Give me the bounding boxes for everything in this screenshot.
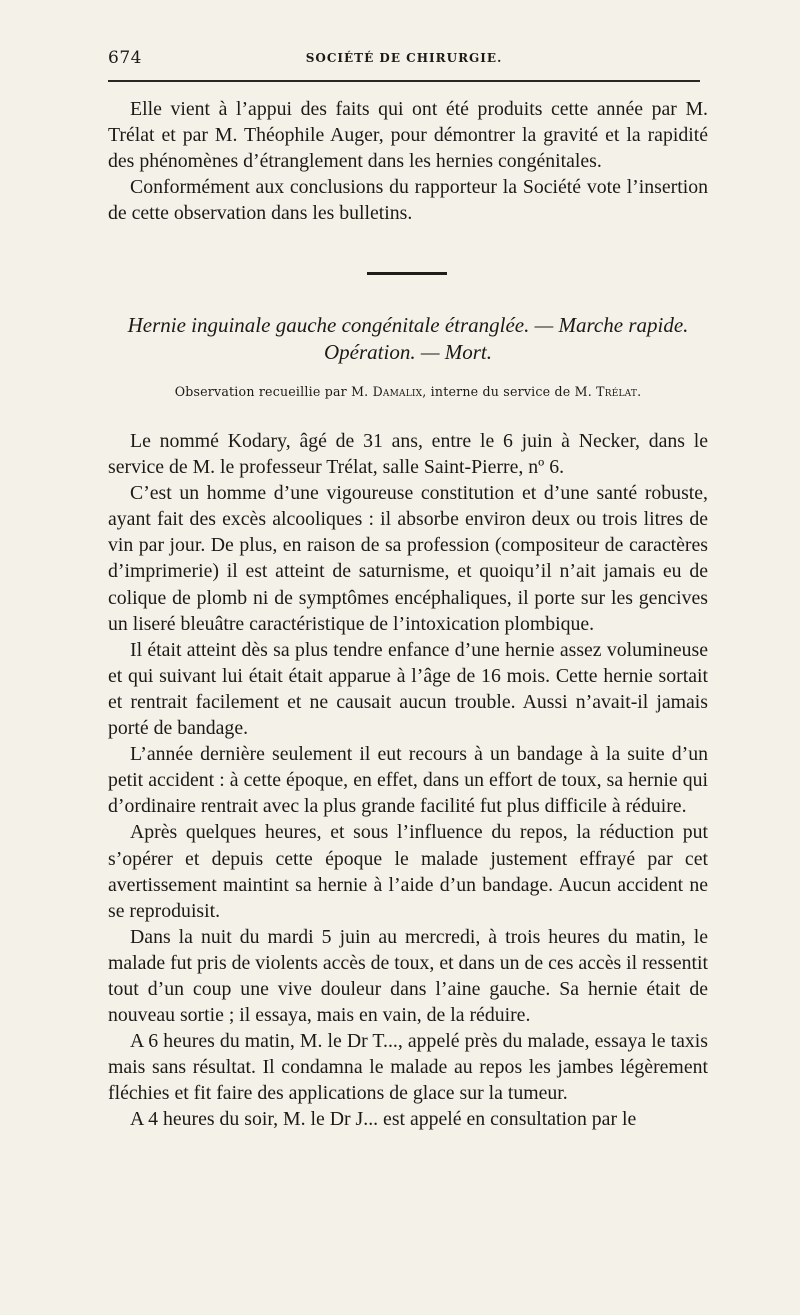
section-separator — [367, 272, 447, 275]
paragraph: Il était atteint dès sa plus tendre enfance d’une hernie assez volumineuse et qui suivant lui était était apparue à l’âge de 16 mois. Cette hernie sortait et rentrait facilement et ne causait aucun trouble. Aussi n’avait-il jamais porté de bandage. — [108, 638, 708, 740]
paragraph: Dans la nuit du mardi 5 juin au mercredi, à trois heures du matin, le malade fut pris de violents accès de toux, et dans un de ces accès il ressentit tout d’un coup une vive douleur dans l’aine gauche. Sa hernie était de nouveau sortie ; il essaya, mais en vain, de la réduire. — [108, 925, 708, 1027]
paragraph: A 4 heures du soir, M. le Dr J... est appelé en consultation par le — [130, 1108, 637, 1131]
article-byline — [108, 384, 708, 399]
article-title — [108, 312, 708, 366]
observation-text — [108, 428, 708, 1133]
paragraph: Conformément aux conclusions du rapporteur la Société vote l’insertion de cette observation dans les bulletins. — [108, 176, 708, 225]
paragraph: Elle vient à l’appui des faits qui ont été produits cette année par M. Trélat et par M. Théophile Auger, pour démontrer la gravité et la rapidité des phénomènes d’étranglement dans les hernies congénitales. — [108, 98, 708, 173]
article-title-line: Hernie inguinale gauche congénitale étranglée. — Marche rapide. — [127, 313, 689, 337]
paragraph: C’est un homme d’une vigoureuse constitution et d’une santé robuste, ayant fait des excès alcooliques : il absorbe environ deux ou trois litres de vin par jour. De plus, en raison de sa profession (compositeur de caractères d’imprimerie) il est atteint de saturnisme, et quoiqu’il n’ait jamais eu de colique de plomb ni de symptômes encéphaliques, il porte sur les gencives un liseré bleuâtre caractéristique de l’intoxication plombique. — [108, 482, 708, 635]
paragraph: L’année dernière seulement il eut recours à un bandage à la suite d’un petit accident : à cette époque, en effet, dans un effort de toux, sa hernie qui d’ordinaire rentrait avec la plus grande facilité fut plus difficile à réduire. — [108, 743, 708, 818]
paragraph: Après quelques heures, et sous l’influence du repos, la réduction put s’opérer et depuis cette époque le malade justement effrayé par cet avertissement maintint sa hernie à l’aide d’un bandage. Aucun accident ne se reproduisit. — [108, 821, 708, 922]
article-title-line: Opération. — Mort. — [324, 340, 492, 364]
byline-author: Damalix — [372, 384, 423, 399]
paragraph: A 6 heures du matin, M. le Dr T..., appelé près du malade, essaya le taxis mais sans résultat. Il condamna le malade au repos les jambes légèrement fléchies et fit faire des applications de glace sur la tumeur. — [108, 1030, 708, 1105]
header-rule — [108, 80, 700, 82]
running-head — [108, 48, 700, 72]
paragraph: Le nommé Kodary, âgé de 31 ans, entre le 6 juin à Necker, dans le service de M. le professeur Trélat, salle Saint-Pierre, nº 6. — [108, 430, 708, 479]
intro-text — [108, 96, 708, 226]
byline-prefix: Observation recueillie par M. — [174, 384, 369, 399]
byline-chief: Trélat — [596, 384, 638, 399]
byline-suffix: . — [637, 384, 642, 399]
byline-middle: , interne du service de M. — [422, 384, 592, 399]
running-title: SOCIÉTÉ DE CHIRURGIE. — [305, 51, 503, 65]
page-number: 674 — [108, 48, 142, 68]
